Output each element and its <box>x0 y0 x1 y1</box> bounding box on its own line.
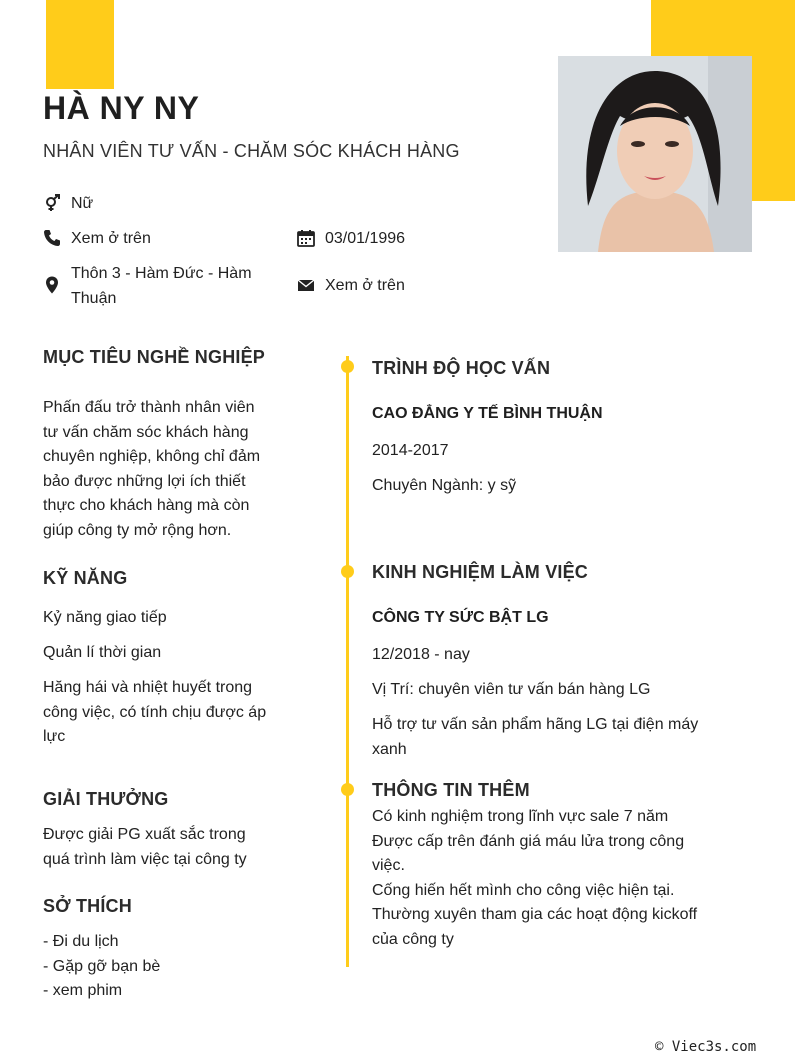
gender-info <box>43 191 93 216</box>
address-line-1: Thôn 3 - Hàm Đức - Hàm <box>71 265 252 282</box>
address-line-2: Thuận <box>71 290 117 307</box>
education-title: TRÌNH ĐỘ HỌC VẤN <box>372 358 551 378</box>
experience-period: 12/2018 - nay <box>372 646 470 663</box>
hobby-item: - Gặp gỡ bạn bè <box>43 957 161 975</box>
birthday-info <box>297 226 405 251</box>
objective-line: tư vấn chăm sóc khách hàng <box>43 423 249 441</box>
objective-text <box>43 396 280 543</box>
gender-icon <box>43 194 61 212</box>
additional-line: Có kinh nghiệm trong lĩnh vực sale 7 năm <box>372 808 669 825</box>
birthday-value: 03/01/1996 <box>325 230 406 247</box>
additional-line: Thường xuyên tham gia các hoạt động kickoff <box>372 906 698 923</box>
skill-item <box>43 676 280 750</box>
skill-item: Quản lí thời gian <box>43 644 162 661</box>
hobby-item: - Đi du lịch <box>43 933 119 950</box>
experience-company: CÔNG TY SỨC BẬT LG <box>372 609 549 626</box>
skills-title: KỸ NĂNG <box>43 568 128 588</box>
experience-desc-line: Hỗ trợ tư vấn sản phẩm hãng LG tại điện máy <box>372 716 699 733</box>
gender-value: Nữ <box>71 195 94 212</box>
hobby-item: - xem phim <box>43 982 123 999</box>
additional-line: Được cấp trên đánh giá máu lửa trong công <box>372 832 685 850</box>
experience-desc-line: xanh <box>372 740 407 758</box>
profile-photo <box>558 56 752 252</box>
skill-line: công việc, có tính chịu được áp <box>43 703 267 721</box>
timeline-dot <box>341 783 354 796</box>
footer-copyright: © Viec3s.com <box>655 1039 757 1055</box>
experience-position: Vị Trí: chuyên viên tư vấn bán hàng LG <box>372 681 651 698</box>
additional-line: Cống hiến hết mình cho công việc hiện tại. <box>372 881 675 899</box>
experience-description <box>372 713 742 762</box>
objective-line: Phấn đấu trở thành nhân viên <box>43 399 255 416</box>
additional-title: THÔNG TIN THÊM <box>372 780 530 800</box>
education-period: 2014-2017 <box>372 442 449 459</box>
additional-text <box>372 805 742 952</box>
hobbies-list <box>43 930 160 1004</box>
phone-icon <box>43 229 61 247</box>
job-title: NHÂN VIÊN TƯ VẤN - CHĂM SÓC KHÁCH HÀNG <box>43 141 460 161</box>
timeline-dot <box>341 565 354 578</box>
awards-line: Được giải PG xuất sắc trong <box>43 826 246 843</box>
objective-line: bảo được những lợi ích thiết <box>43 472 246 490</box>
phone-value: Xem ở trên <box>71 230 151 247</box>
skill-line: Hăng hái và nhiệt huyết trong <box>43 679 253 696</box>
location-pin-icon <box>43 276 61 294</box>
objective-line: giúp công ty mở rộng hơn. <box>43 521 232 539</box>
awards-text <box>43 823 280 872</box>
education-major: Chuyên Ngành: y sỹ <box>372 477 517 494</box>
candidate-name: HÀ NY NY <box>43 90 200 126</box>
decor-block-left <box>46 0 114 89</box>
phone-info <box>43 226 151 251</box>
envelope-icon <box>297 276 315 294</box>
skill-line: lực <box>43 728 66 745</box>
objective-line: chuyên nghiệp, không chỉ đảm <box>43 448 261 465</box>
timeline-dot <box>341 360 354 373</box>
objective-line: thực cho khách hàng mà còn <box>43 497 250 514</box>
email-value: Xem ở trên <box>325 277 405 294</box>
experience-title: KINH NGHIỆM LÀM VIỆC <box>372 562 589 582</box>
awards-line: quá trình làm việc tại công ty <box>43 850 247 868</box>
skill-item: Kỷ năng giao tiếp <box>43 609 167 626</box>
additional-line: của công ty <box>372 930 454 948</box>
hobbies-title: SỞ THÍCH <box>43 896 132 916</box>
objective-title: MỤC TIÊU NGHỀ NGHIỆP <box>43 347 266 367</box>
additional-line: việc. <box>372 857 405 874</box>
address-value <box>71 261 252 311</box>
address-info <box>43 261 283 311</box>
calendar-icon <box>297 229 315 247</box>
email-info <box>297 273 405 298</box>
education-school: CAO ĐẲNG Y TẾ BÌNH THUẬN <box>372 405 603 422</box>
awards-title: GIẢI THƯỞNG <box>43 789 169 809</box>
timeline-line <box>346 356 349 967</box>
